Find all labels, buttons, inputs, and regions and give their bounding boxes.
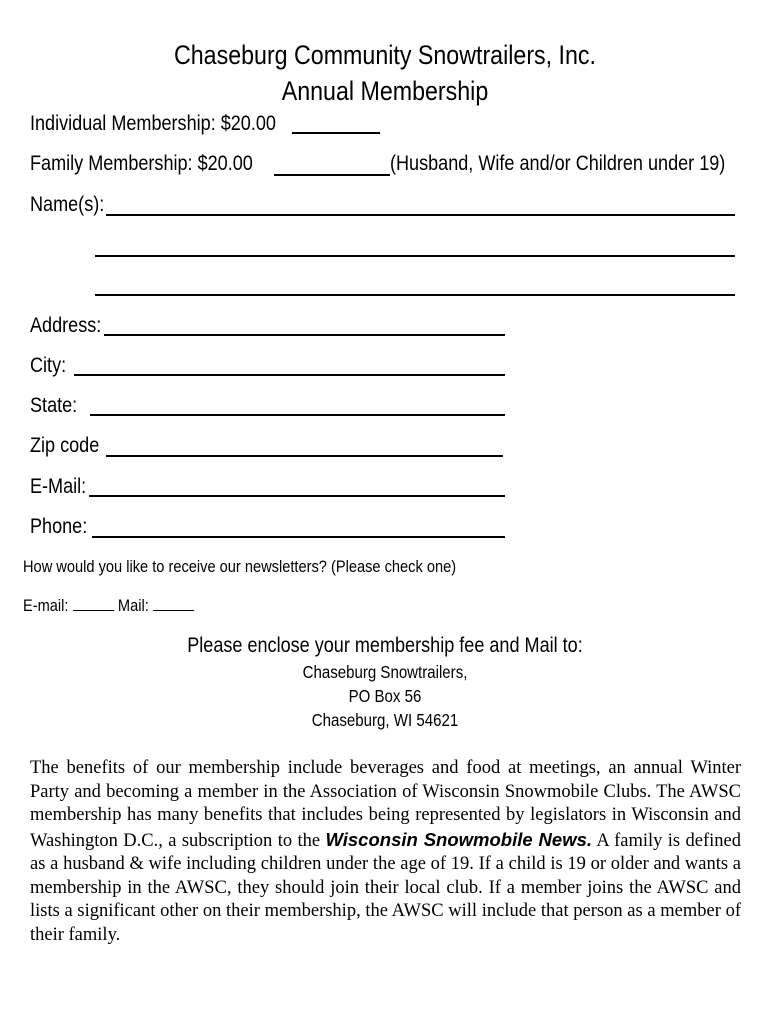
newsletter-mail-blank[interactable] bbox=[153, 596, 194, 611]
city-label: City: bbox=[30, 354, 67, 377]
mailing-address-line-1: Chaseburg Snowtrailers, bbox=[302, 662, 468, 682]
benefits-paragraph bbox=[30, 757, 741, 947]
city-line[interactable] bbox=[74, 374, 505, 376]
individual-membership-blank[interactable] bbox=[292, 132, 380, 134]
zip-line[interactable] bbox=[106, 455, 503, 457]
newsletter-options bbox=[23, 596, 194, 616]
newsletter-mail-label: Mail: bbox=[117, 596, 149, 615]
benefits-text-1: The benefits of our membership include beverages and food at meetings, an annual Winter Party and becoming a member in the Association of Wisconsin Snowmobile Clubs. The AWSC membership has many benefits that includes being represented by legislators in Wisconsin and Washington D.C., a subscription to the bbox=[30, 758, 741, 851]
names-line-2[interactable] bbox=[95, 255, 735, 257]
newsletter-email-label: E-mail: bbox=[23, 596, 69, 615]
newsletter-question: How would you like to receive our newsletters? (Please check one) bbox=[23, 557, 457, 576]
email-line[interactable] bbox=[89, 495, 505, 497]
phone-line[interactable] bbox=[92, 536, 505, 538]
individual-membership-label: Individual Membership: $20.00 bbox=[30, 112, 276, 135]
state-line[interactable] bbox=[90, 414, 505, 416]
address-line[interactable] bbox=[104, 334, 505, 336]
phone-label: Phone: bbox=[30, 515, 88, 538]
email-label: E-Mail: bbox=[30, 475, 87, 498]
mailing-address-line-2: PO Box 56 bbox=[348, 686, 422, 706]
address-label: Address: bbox=[30, 314, 102, 337]
state-label: State: bbox=[30, 394, 78, 417]
family-membership-label: Family Membership: $20.00 bbox=[30, 152, 253, 175]
mailing-address-line-3: Chaseburg, WI 54621 bbox=[311, 710, 459, 730]
names-label: Name(s): bbox=[30, 193, 105, 216]
family-membership-note: (Husband, Wife and/or Children under 19) bbox=[390, 152, 726, 175]
zip-label: Zip code bbox=[30, 434, 100, 457]
title-line-1: Chaseburg Community Snowtrailers, Inc. bbox=[173, 40, 596, 70]
benefits-emphasis: Wisconsin Snowmobile News. bbox=[325, 828, 593, 850]
newsletter-email-blank[interactable] bbox=[73, 596, 114, 611]
names-line-1[interactable] bbox=[106, 214, 735, 216]
mailing-heading: Please enclose your membership fee and Mail to: bbox=[187, 634, 583, 657]
family-membership-blank[interactable] bbox=[274, 174, 390, 176]
title-line-2: Annual Membership bbox=[281, 76, 489, 106]
benefits-text-2: A family is defined as a husband & wife including children under the age of 19. If a child is 19 or older and wants a membership in the AWSC, they should join their local club. If a member joins the AWSC and lists a significant other on their membership, the AWSC will include that person as a member of their family. bbox=[30, 830, 741, 945]
names-line-3[interactable] bbox=[95, 294, 735, 296]
